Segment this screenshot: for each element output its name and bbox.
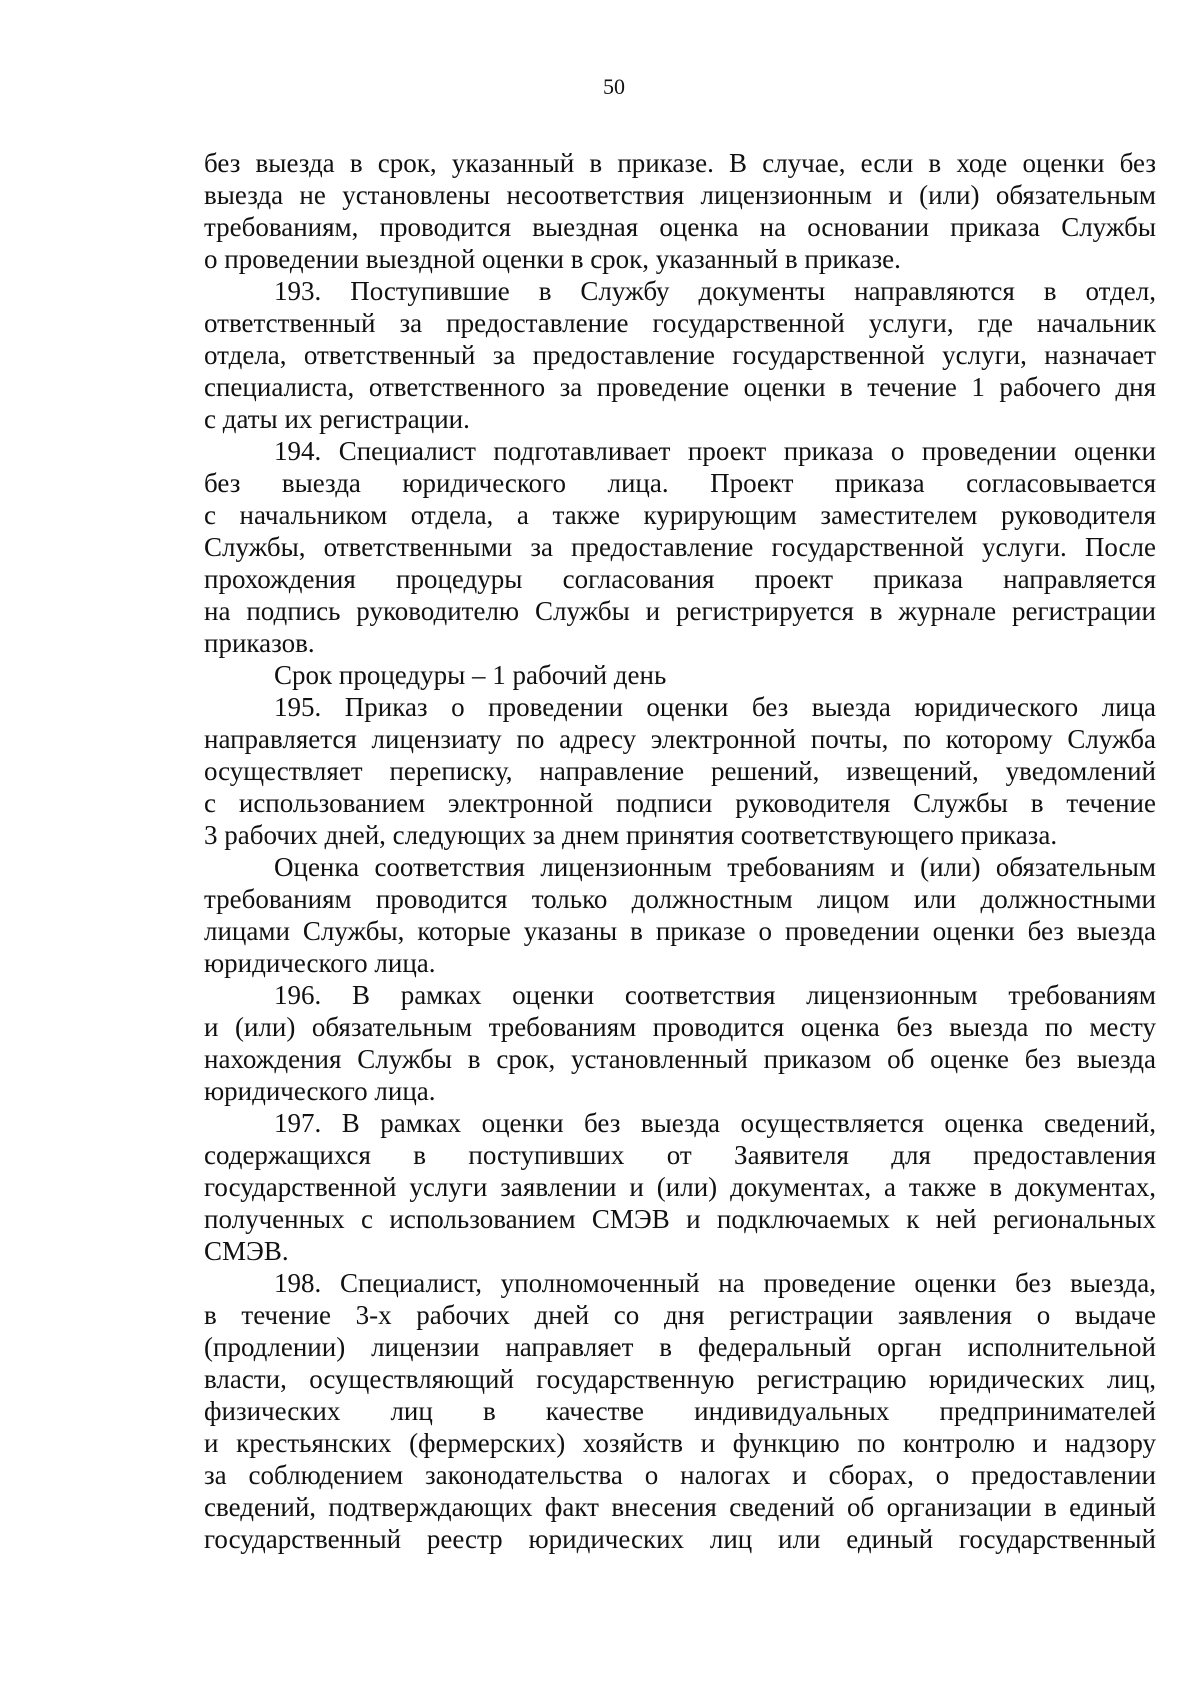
text-line: направляется лицензиату по адресу электронной почты, по которому Служба: [204, 724, 1156, 754]
text-line: на подпись руководителю Службы и регистрируется в журнале регистрации: [204, 596, 1156, 626]
text-line: о проведении выездной оценки в срок, указанный в приказе.: [204, 244, 901, 274]
text-line: 194. Специалист подготавливает проект приказа о проведении оценки: [274, 436, 1156, 466]
text-line: юридического лица.: [204, 948, 436, 978]
text-line: без выезда юридического лица. Проект приказа согласовывается: [204, 468, 1156, 498]
text-line: и (или) обязательным требованиям проводится оценка без выезда по месту: [204, 1012, 1156, 1042]
page-number: 50: [603, 74, 625, 99]
text-line: ответственный за предоставление государственной услуги, где начальник: [204, 308, 1156, 338]
text-line: в течение 3-х рабочих дней со дня регистрации заявления о выдаче: [204, 1300, 1156, 1330]
text-line: Службы, ответственными за предоставление государственной услуги. После: [204, 532, 1156, 562]
text-line: сведений, подтверждающих факт внесения сведений об организации в единый: [204, 1492, 1156, 1522]
text-line: Оценка соответствия лицензионным требованиям и (или) обязательным: [274, 852, 1156, 882]
text-line: государственной услуги заявлении и (или) документах, а также в документах,: [204, 1172, 1156, 1202]
text-line: с начальником отдела, а также курирующим заместителем руководителя: [204, 500, 1156, 530]
text-line: 195. Приказ о проведении оценки без выезда юридического лица: [274, 692, 1156, 722]
text-line: нахождения Службы в срок, установленный приказом об оценке без выезда: [204, 1044, 1156, 1074]
text-line: без выезда в срок, указанный в приказе. В случае, если в ходе оценки без: [204, 148, 1156, 178]
text-line: требованиям проводится только должностным лицом или должностными: [204, 884, 1156, 914]
text-line: и крестьянских (фермерских) хозяйств и функцию по контролю и надзору: [204, 1428, 1156, 1458]
text-line: требованиям, проводится выездная оценка на основании приказа Службы: [204, 212, 1156, 242]
text-line: с использованием электронной подписи руководителя Службы в течение: [204, 788, 1156, 818]
text-line: 3 рабочих дней, следующих за днем принятия соответствующего приказа.: [204, 820, 1058, 850]
text-line: полученных с использованием СМЭВ и подключаемых к ней региональных: [204, 1204, 1156, 1234]
text-line: СМЭВ.: [204, 1236, 289, 1266]
text-line: содержащихся в поступивших от Заявителя для предоставления: [204, 1140, 1156, 1170]
text-line: отдела, ответственный за предоставление государственной услуги, назначает: [204, 340, 1156, 370]
text-line: 197. В рамках оценки без выезда осуществляется оценка сведений,: [274, 1108, 1156, 1138]
body-text: [204, 147, 1156, 1555]
text-line: за соблюдением законодательства о налогах и сборах, о предоставлении: [204, 1460, 1156, 1490]
text-line: прохождения процедуры согласования проект приказа направляется: [204, 564, 1156, 594]
text-line: 198. Специалист, уполномоченный на проведение оценки без выезда,: [274, 1268, 1156, 1298]
text-line: Срок процедуры – 1 рабочий день: [274, 660, 667, 690]
text-line: выезда не установлены несоответствия лицензионным и (или) обязательным: [204, 180, 1156, 210]
text-line: осуществляет переписку, направление решений, извещений, уведомлений: [204, 756, 1156, 786]
text-line: 196. В рамках оценки соответствия лицензионным требованиям: [274, 980, 1156, 1010]
text-line: лицами Службы, которые указаны в приказе о проведении оценки без выезда: [204, 916, 1156, 946]
text-line: юридического лица.: [204, 1076, 436, 1106]
text-line: физических лиц в качестве индивидуальных предпринимателей: [204, 1396, 1156, 1426]
text-line: (продлении) лицензии направляет в федеральный орган исполнительной: [204, 1332, 1156, 1362]
text-line: специалиста, ответственного за проведение оценки в течение 1 рабочего дня: [204, 372, 1156, 402]
text-line: власти, осуществляющий государственную регистрацию юридических лиц,: [204, 1364, 1156, 1394]
text-line: с даты их регистрации.: [204, 404, 470, 434]
text-line: 193. Поступившие в Службу документы направляются в отдел,: [274, 276, 1156, 306]
text-line: государственный реестр юридических лиц или единый государственный: [204, 1524, 1156, 1554]
text-line: приказов.: [204, 628, 315, 658]
